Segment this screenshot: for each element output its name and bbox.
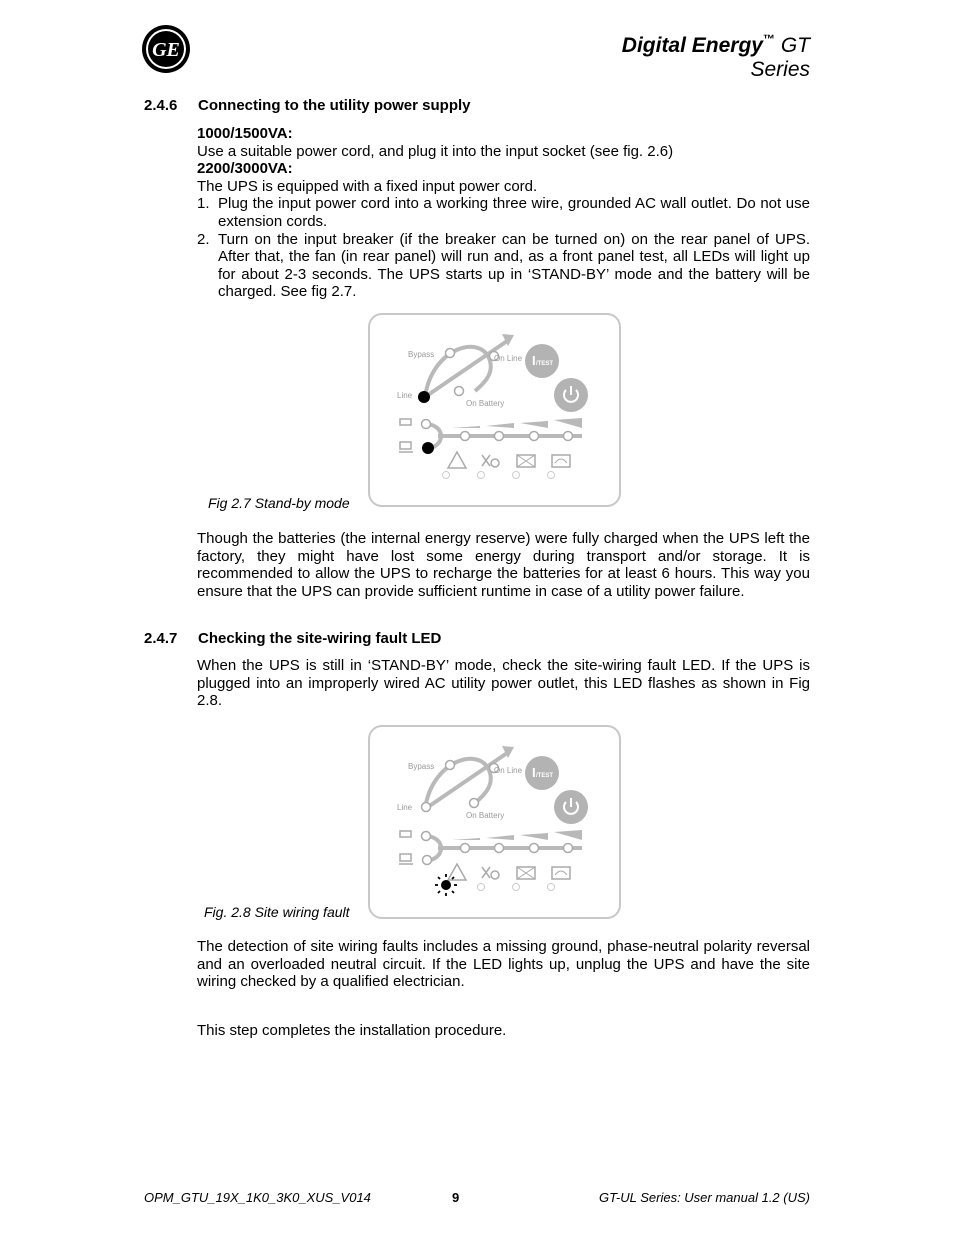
on-battery-label: On Battery <box>466 811 505 820</box>
subheading-1000-1500: 1000/1500VA: <box>197 125 293 142</box>
level-led-2 <box>495 432 504 441</box>
list-item <box>197 231 810 301</box>
battery-icon <box>400 831 411 837</box>
section-heading-247 <box>144 630 441 647</box>
site-wiring-intro: When the UPS is still in ‘STAND-BY’ mode, check the site-wiring fault LED. If the UPS is plugged into an improperly wired AC utility power outlet, this LED flashes as shown in Fig 2.8. <box>197 657 810 710</box>
fault-icon <box>482 867 490 878</box>
on-battery-led <box>470 799 479 808</box>
level-wedge-1 <box>452 426 480 428</box>
page-number: 9 <box>452 1190 460 1205</box>
test-button-text: /TEST <box>536 361 554 367</box>
section-246-body <box>197 125 810 301</box>
section-number: 2.4.6 <box>144 97 178 114</box>
line-led <box>422 803 431 812</box>
bypass-label: Bypass <box>408 350 435 359</box>
list-item <box>197 195 810 230</box>
section-title: Connecting to the utility power supply <box>198 97 471 114</box>
step-text: Turn on the input breaker (if the breaker can be turned on) on the rear panel of UPS. After that, the fan (in rear panel) will run and, as a front panel test, all LEDs will light up for about 2-3 seconds. The UPS starts up in ‘STAND-BY’ mode and the battery will be charged. See fig 2.7. <box>218 230 810 301</box>
level-led-4 <box>564 844 573 853</box>
logo-lettering: GE <box>152 39 180 61</box>
bypass-led <box>446 761 455 770</box>
brand-name: Digital Energy <box>621 34 763 57</box>
battery-paragraph: Though the batteries (the internal energy reserve) were fully charged when the UPS left the factory, they might have lost some energy during transport and/or storage. It is recommended to allow the UPS to recharge the batteries for at least 6 hours. This way you ensure that the UPS can provide sufficient runtime in case of a utility power failure. <box>197 530 810 600</box>
brand-series: GT Series <box>750 34 810 81</box>
ups-panel-site-wiring-figure <box>368 725 621 919</box>
site-wiring-paragraph: The detection of site wiring faults includes a missing ground, phase-neutral polarity reversal and an overloaded neutral circuit. If the LED lights up, unplug the UPS and have the site wiring checked by a qualified electrician. <box>197 938 810 991</box>
closing-sentence: This step completes the installation procedure. <box>197 1022 507 1039</box>
bypass-led <box>446 349 455 358</box>
flashing-led-icon <box>435 874 457 896</box>
battery-level-led <box>422 420 431 429</box>
step-number: 2. <box>197 230 210 248</box>
on-battery-led <box>455 387 464 396</box>
warning-icon <box>448 452 466 468</box>
line-label: Line <box>397 803 413 812</box>
trademark-mark: ™ <box>762 32 775 46</box>
line-label: Line <box>397 391 413 400</box>
test-button-i: I <box>532 353 536 368</box>
step-number: 1. <box>197 195 210 213</box>
load-icon <box>400 854 411 861</box>
online-label: On Line <box>494 354 523 363</box>
step-text: Plug the input power cord into a working three wire, grounded AC wall outlet. Do not use extension cords. <box>218 195 810 230</box>
battery-level-led <box>422 832 431 841</box>
section-heading-246 <box>144 97 471 114</box>
level-led-2 <box>495 844 504 853</box>
level-led-4 <box>564 432 573 441</box>
brand-title <box>560 32 810 82</box>
fault-led <box>478 884 485 891</box>
load-icon <box>400 442 411 449</box>
level-led-3 <box>530 844 539 853</box>
level-led-1 <box>461 844 470 853</box>
replace-battery-led <box>513 472 520 479</box>
fault-icon <box>482 455 490 466</box>
site-wiring-led <box>443 472 450 479</box>
fault-led <box>478 472 485 479</box>
overload-icon <box>552 455 570 467</box>
figure-caption-2-7: Fig 2.7 Stand-by mode <box>208 495 350 511</box>
level-wedge-3 <box>520 421 548 428</box>
sub2-text: The UPS is equipped with a fixed input power cord. <box>197 177 538 195</box>
figure-caption-2-8: Fig. 2.8 Site wiring fault <box>204 904 350 920</box>
ups-panel-standby-figure <box>368 313 621 507</box>
ge-logo <box>141 24 191 74</box>
test-button-text: /TEST <box>536 773 554 779</box>
section-title: Checking the site-wiring fault LED <box>198 630 442 647</box>
on-battery-label: On Battery <box>466 399 505 408</box>
line-led-lit <box>418 391 430 403</box>
level-wedge-4 <box>554 418 582 428</box>
overload-led <box>548 472 555 479</box>
manual-title: GT-UL Series: User manual 1.2 (US) <box>599 1190 810 1205</box>
step-list <box>197 195 810 301</box>
replace-battery-led <box>513 884 520 891</box>
test-button-i: I <box>532 765 536 780</box>
battery-icon <box>400 419 411 425</box>
overload-led <box>548 884 555 891</box>
level-wedge-2 <box>486 423 514 428</box>
bypass-label: Bypass <box>408 762 435 771</box>
level-led-3 <box>530 432 539 441</box>
online-label: On Line <box>494 766 523 775</box>
section-number: 2.4.7 <box>144 630 178 647</box>
overload-icon <box>552 867 570 879</box>
sub1-text: Use a suitable power cord, and plug it into the input socket (see fig. 2.6) <box>197 142 674 160</box>
subheading-2200-3000: 2200/3000VA: <box>197 160 293 178</box>
warning-icon <box>448 864 466 880</box>
document-code: OPM_GTU_19X_1K0_3K0_XUS_V014 <box>144 1190 371 1205</box>
level-led-1 <box>461 432 470 441</box>
load-led-lit <box>422 442 434 454</box>
load-led <box>423 856 432 865</box>
